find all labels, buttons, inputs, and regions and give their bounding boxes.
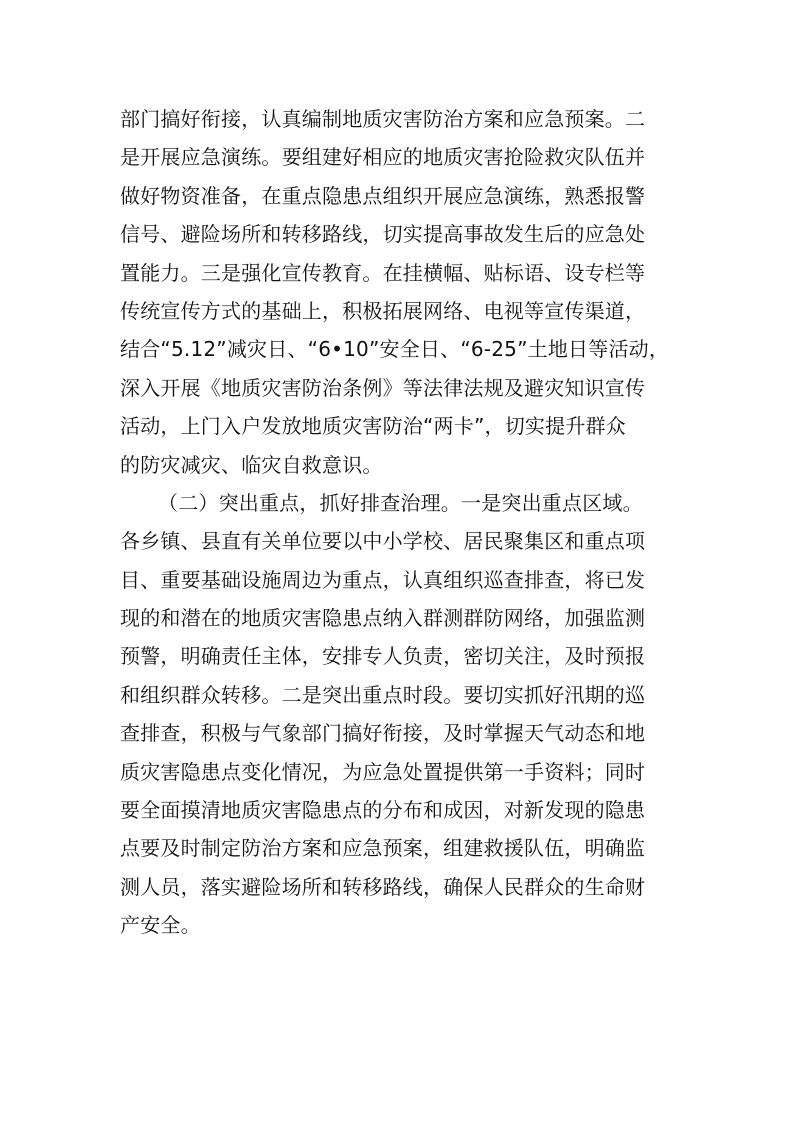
text-line: 要全面摸清地质灾害隐患点的分布和成因，对新发现的隐患 [120, 798, 646, 823]
text-line: 现的和潜在的地质灾害隐患点纳入群测群防网络，加强监测 [120, 606, 646, 631]
text-line: 的防灾减灾、临灾自救意识。 [120, 452, 383, 477]
text-line: 做好物资准备，在重点隐患点组织开展应急演练，熟悉报警 [120, 183, 646, 208]
text-line: 点要及时制定防治方案和应急预案，组建救援队伍，明确监 [120, 836, 646, 861]
text-line: 传统宣传方式的基础上，积极拓展网络、电视等宣传渠道， [120, 298, 646, 323]
section-heading-line: （二）突出重点，抓好排查治理。一是突出重点区域。 [158, 490, 643, 515]
text-line: 产安全。 [120, 913, 201, 938]
text-line: 活动，上门入户发放地质灾害防治“两卡”，切实提升群众 [120, 414, 626, 439]
text-line: 测人员，落实避险场所和转移路线，确保人民群众的生命财 [120, 874, 646, 899]
text-line: 是开展应急演练。要组建好相应的地质灾害抢险救灾队伍并 [120, 145, 646, 170]
text-line: 置能力。三是强化宣传教育。在挂横幅、贴标语、设专栏等 [120, 260, 646, 285]
text-line: 深入开展《地质灾害防治条例》等法律法规及避灾知识宣传 [120, 375, 646, 400]
text-line: 和组织群众转移。二是突出重点时段。要切实抓好汛期的巡 [120, 682, 646, 707]
document-body [120, 100, 700, 945]
text-line: 查排查，积极与气象部门搞好衔接，及时掌握天气动态和地 [120, 721, 646, 746]
text-line: 质灾害隐患点变化情况，为应急处置提供第一手资料；同时 [120, 759, 646, 784]
text-line: 目、重要基础设施周边为重点，认真组织巡查排查，将已发 [120, 567, 646, 592]
text-line: 部门搞好衔接，认真编制地质灾害防治方案和应急预案。二 [120, 107, 646, 131]
text-line: 信号、避险场所和转移路线，切实提高事故发生后的应急处 [120, 222, 646, 247]
text-line: 结合“5.12”减灾日、“6•10”安全日、“6-25”土地日等活动， [120, 337, 670, 362]
text-line: 各乡镇、县直有关单位要以中小学校、居民聚集区和重点项 [120, 529, 646, 554]
text-line: 预警，明确责任主体，安排专人负责，密切关注，及时预报 [120, 644, 646, 669]
